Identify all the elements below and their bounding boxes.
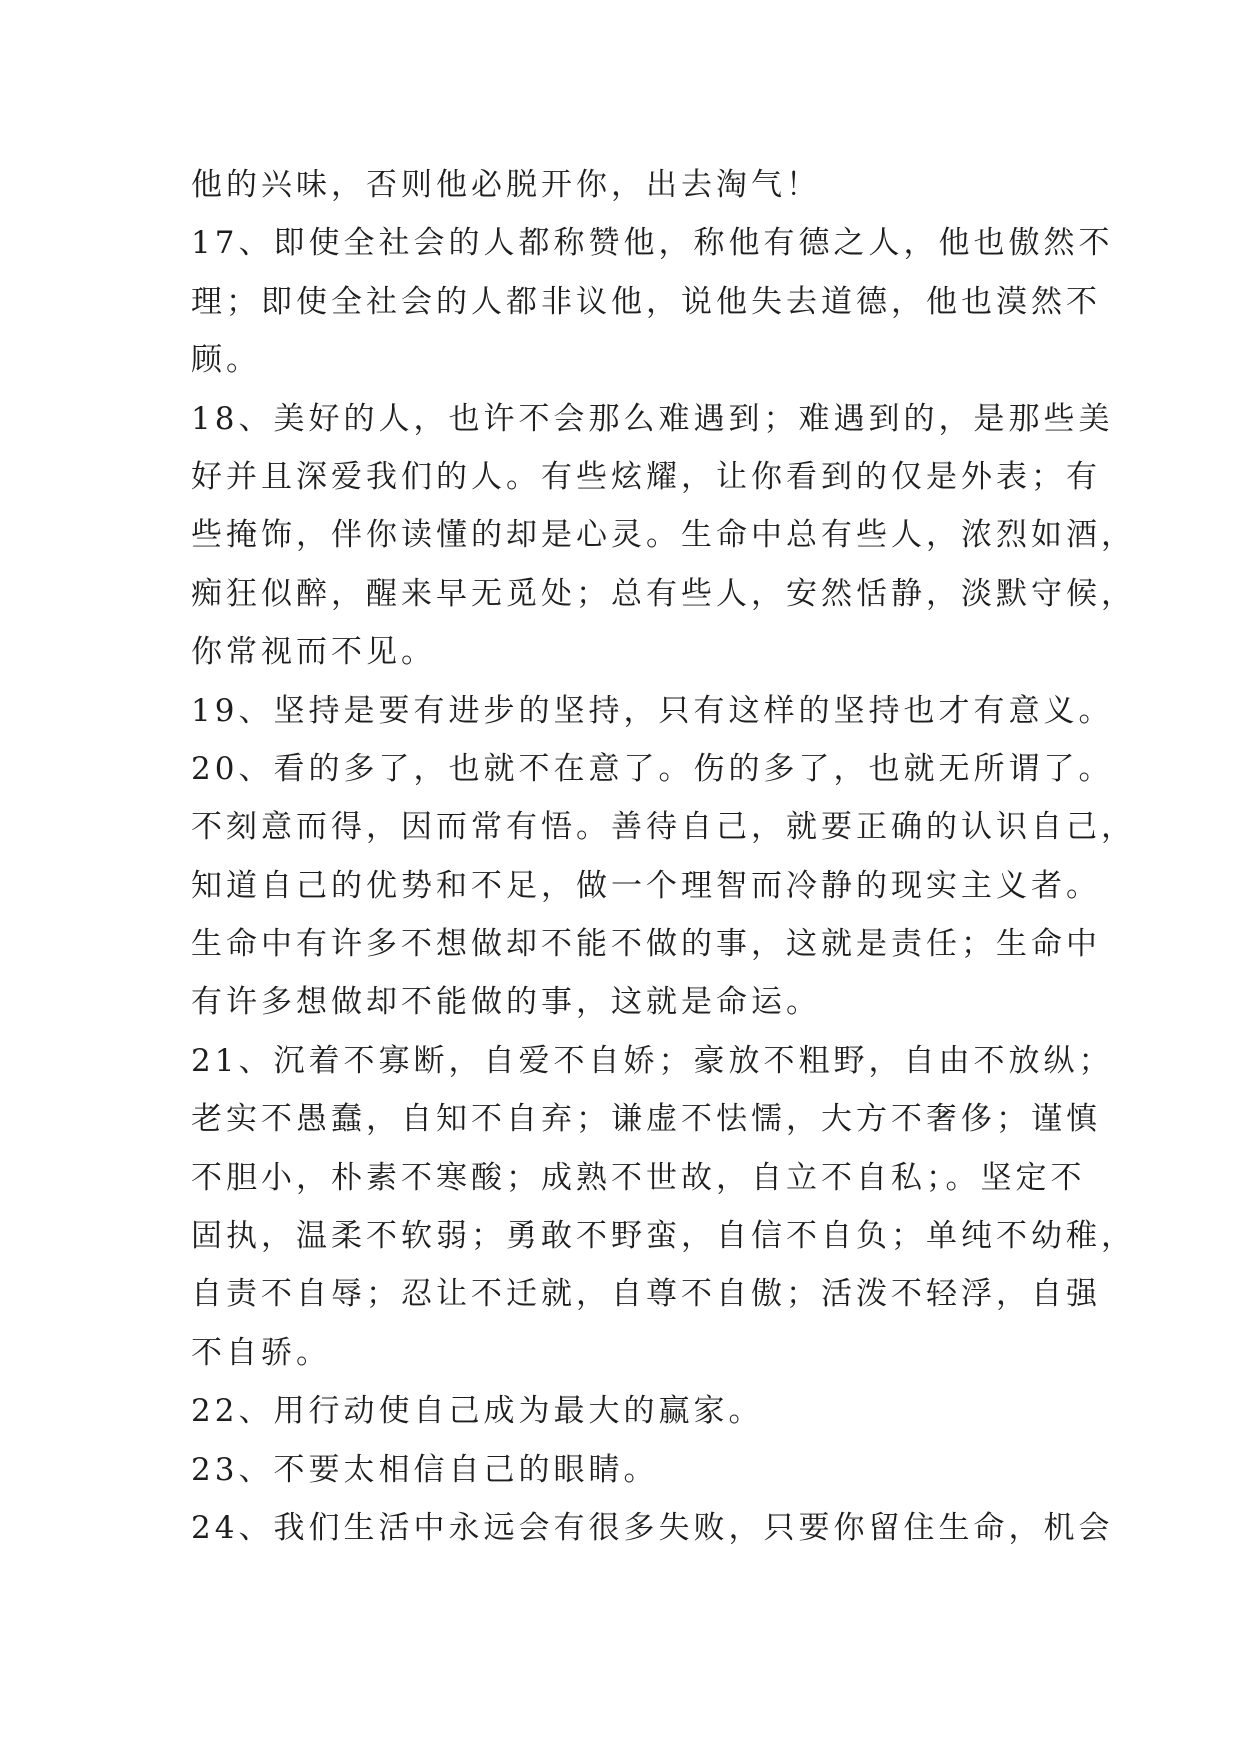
text-line: 22、用行动使自己成为最大的赢家。 xyxy=(191,1393,764,1430)
text-line: 17、即使全社会的人都称赞他，称他有德之人，他也傲然不 xyxy=(191,225,1114,262)
text-line: 19、坚持是要有进步的坚持，只有这样的坚持也才有意义。 xyxy=(191,692,1114,729)
text-line: 固执，温柔不软弱；勇敢不野蛮，自信不自负；单纯不幼稚， xyxy=(191,1218,1136,1255)
text-line: 痴狂似醉，醒来早无觅处；总有些人，安然恬静，淡默守候， xyxy=(191,575,1136,612)
text-line: 24、我们生活中永远会有很多失败，只要你留住生命，机会 xyxy=(191,1509,1114,1546)
text-line: 老实不愚蠢，自知不自弃；谦虚不怯懦，大方不奢侈；谨慎 xyxy=(191,1101,1101,1138)
text-line: 23、不要太相信自己的眼睛。 xyxy=(191,1451,659,1488)
text-line: 好并且深爱我们的人。有些炫耀，让你看到的仅是外表；有 xyxy=(191,458,1101,495)
text-line: 自责不自辱；忍让不迁就，自尊不自傲；活泼不轻浮，自强 xyxy=(191,1276,1101,1313)
text-line: 20、看的多了，也就不在意了。伤的多了，也就无所谓了。 xyxy=(191,750,1114,787)
text-line: 不刻意而得，因而常有悟。善待自己，就要正确的认识自己， xyxy=(191,809,1136,846)
text-line: 不自骄。 xyxy=(191,1334,331,1371)
text-line: 不胆小，朴素不寒酸；成熟不世故，自立不自私；。坚定不 xyxy=(191,1159,1086,1196)
text-line: 21、沉着不寡断，自爱不自娇；豪放不粗野，自由不放纵； xyxy=(191,1042,1114,1079)
text-line: 生命中有许多不想做却不能不做的事，这就是责任；生命中 xyxy=(191,926,1101,963)
text-line: 有许多想做却不能做的事，这就是命运。 xyxy=(191,984,821,1021)
text-line: 顾。 xyxy=(191,342,261,379)
text-line: 知道自己的优势和不足，做一个理智而冷静的现实主义者。 xyxy=(191,867,1101,904)
text-line: 些掩饰，伴你读懂的却是心灵。生命中总有些人，浓烈如酒， xyxy=(191,517,1136,554)
document-body xyxy=(191,156,1136,1557)
text-line: 你常视而不见。 xyxy=(191,634,436,671)
text-line: 理；即使全社会的人都非议他，说他失去道德，他也漠然不 xyxy=(191,283,1101,320)
text-line: 18、美好的人，也许不会那么难遇到；难遇到的，是那些美 xyxy=(191,400,1114,437)
text-line: 他的兴味，否则他必脱开你，出去淘气！ xyxy=(191,167,821,203)
